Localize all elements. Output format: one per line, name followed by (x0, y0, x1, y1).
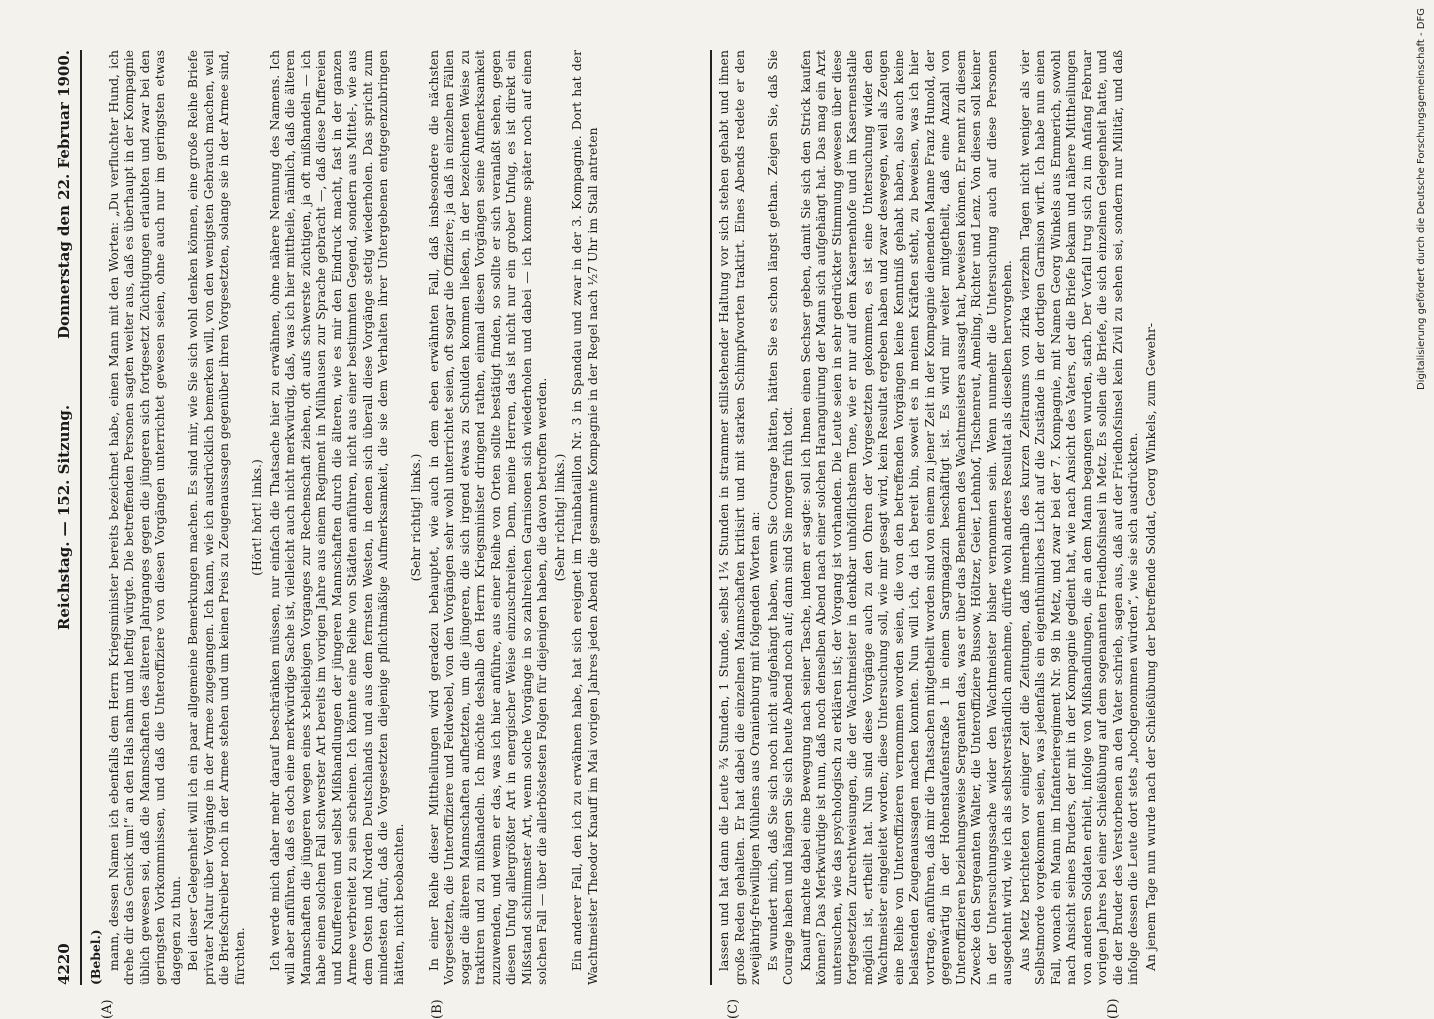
header-rule (80, 50, 82, 985)
margin-marker-b: (B) (430, 999, 445, 1019)
paragraph: mann, dessen Namen ich ebenfalls dem Herrn Kriegsminister bereits bezeichnet habe, einen Mann mit den Worten: „Du verfluchter Hund, ich drehe dir das Genick um!“ an den Hals nahm und heftig würgte. Die betreffenden Personen sagten weiter aus, daß es überhaupt in der Kompagnie üblich gewesen sei, daß die Mannschaften des älteren Jahrganges gegen die jüngeren sich fortgesetzt Züchtigungen erlaubten und zwar bei den geringsten Vorkommnissen, und daß die Unteroffiziere von diesen Vorgängen unterrichtet gewesen seien, ohne auch nur im geringsten etwas dagegen zu thun. (105, 50, 183, 985)
paragraph: In einer Reihe dieser Mittheilungen wird geradezu behauptet, wie auch in dem eben erwähnten Fall, daß insbesondere die nächsten Vorgesetzten, die Unteroffiziere und Feldwebel, von den Vorgängen sehr wohl unterrichtet seien, oft sogar die Offiziere; ja daß in einzelnen Fällen sogar die älteren Mannschaften aufhetzten, um die jüngeren, die sich irgend etwas zu Schulden kommen ließen, in der bezeichneten Weise zu traktiren und zu mißhandeln. Ich möchte deshalb den Herrn Kriegsminister dringend rathen, einmal diesen Vorgängen seine Aufmerksamkeit zuzuwenden, und wenn er das, was ich hier anführe, aus einer Reihe von Orten sollte bestätigt finden, so sollte er sich veranlaßt sehen, gegen diesen Unfug allergrößter Art in energischer Weise einzuschreiten. Denn, meine Herren, das ist nicht nur ein grober Unfug, es ist direkt ein Mißstand schlimmster Art, wenn solche Vorgänge in so zahlreichen Garnisonen sich wiederholen und dabei — ich komme später noch auf einen solchen Fall — über die allerböstesten Folgen für diejenigen haben, die davon betroffen werden. (425, 50, 549, 985)
interjection: (Sehr richtig! links.) (551, 453, 567, 582)
interjection: (Hört! hört! links.) (249, 459, 264, 576)
paragraph: An jenem Tage nun wurde nach der Schießübung der betreffende Soldat, Georg Winkels, zum Gewehr- (1142, 322, 1158, 971)
page-number: 4220 (55, 943, 73, 985)
paragraph: Bei dieser Gelegenheit will ich ein paar allgemeine Bemerkungen machen. Es sind mir, wie Sie sich wohl denken können, eine große Reihe Briefe privater Natur über Vorgänge in der Armee zugegangen. Ich kann, wie ich ausdrücklich bemerken will, von den wenigsten Gebrauch machen, weil die Briefschreiber noch in der Armee stehen und um keinen Preis zu Zeugenaussagen gegenüber ihren Vorgesetzten, solange sie in der Armee sind, fürchten. (185, 50, 247, 985)
margin-marker-a: (A) (100, 999, 115, 1019)
paragraph: Knauff machte dabei eine Bewegung nach seiner Tasche, indem er sagte: soll ich Ihnen einen Sechser geben, damit Sie sich den Strick kaufen können? Das Merkwürdige ist nun, daß noch denselben Abend nach einer solchen Haranguirung der Mann sich aufgehängt hat. Das mag ein Arzt untersuchen, wie das psychologisch zu erklären ist; der Vorgang ist vorhanden. Die Leute seien in sehr gedrückter Stimmung gewesen über diese fortgesetzten Zurechtweisungen, die der Wachtmeister in denkbar unhöflichstem Tone, wie er nur auf dem Kasernenhofe und im Kasernenstalle möglich ist, ertheilt hat. Nun sind diese Vorgänge auch zu den Ohren der Vorgesetzten gekommen, es ist eine Untersuchung wider den Wachtmeister eingeleitet worden; diese Untersuchung soll, wie mir gesagt wird, kein Resultat ergeben haben und zwar deswegen, weil als Zeugen eine Reihe von Unteroffizieren vernommen worden seien, die von den betreffenden Vorgängen keine Kenntniß gehabt haben, also auch keine belastenden Zeugenaussagen machen konnten. Nun will ich, da ich bereit bin, soweit es in meinen Kräften steht, zu beweisen, was ich hier vortrage, anführen, daß mir die Thatsachen mitgetheilt worden sind von einem zu jener Zeit in der Kompagnie dienenden Manne Franz Hunold, der gegenwärtig in der Hohenstaufenstraße 1 in einem Sargmagazin beschäftigt ist. Es wird mir weiter mitgetheilt, daß eine Anzahl von Unteroffizieren beziehungsweise Sergeanten das, was er über das Benehmen des Wachtmeisters aussagt hat, beweisen können. Er nennt zu diesem Zwecke den Sergeanten Walter, die Unteroffiziere Bussow, Höltzer, Geier, Lehnhof, Tischenreut, Ameling, Richter und Lenz. Von diesen soll keiner in der Untersuchungssache wider den Wachtmeister bisher vernommen sein. Wenn nunmehr die Untersuchung auch auf diese Personen ausgedehnt wird, wie ich als selbstverständlich annehme, dürfte wohl anderes Resultat als dieselben hervorgehen. (797, 50, 1014, 985)
margin-marker-d: (D) (1106, 998, 1121, 1019)
paragraph: Es wundert mich, daß Sie sich noch nicht aufgehängt haben, wenn Sie Courage hätten, hätten Sie es schon längst gethan. Zeigen Sie, daß Sie Courage haben und hängen Sie sich heute Abend noch auf; dann sind Sie morgen früh todt. (764, 50, 795, 985)
margin-marker-c: (C) (726, 998, 741, 1019)
session-title: Reichstag. — 152. Sitzung. (55, 404, 73, 631)
paragraph: Ich werde mich daher mehr darauf beschränken müssen, nur einfach die Thatsache hier zu erwähnen, ohne nähere Nennung des Namens. Ich will aber anführen, daß es doch eine merkwürdige Sache ist, vielleicht auch nicht merkwürdig, daß, was ich hier mittheile, nämlich, daß die älteren Mannschaften die jüngeren wegen eines x-beliebigen Vorganges zur Rechenschaft ziehen, oft aufs schwerste züchtigen, ja oft mißhandeln — ich habe einen solchen Fall schwerster Art bereits im vorigen Jahre aus einem Regiment in Mülhausen zur Sprache gebracht —, daß diese Puffereien und Knuffereien und selbst Mißhandlungen der jüngeren Mannschaften durch die älteren, wie es mir den Eindruck macht, fast in der ganzen Armee verbreitet zu sein scheinen. Ich könnte eine Reihe von Städten anführen, nicht aus einer bestimmten Gegend, sondern aus Mittel-, wie aus dem Osten und Norden Deutschlands und aus dem fernsten Westen, in denen sich überall diese Vorgänge stetig wiederholen. Das spricht zum mindesten dafür, daß die Vorgesetzten diejenige pflichtmäßige Aufmerksamkeit, die sie dem Verhalten ihrer Untergebenen entgegenzubringen hätten, nicht beobachten. (266, 50, 406, 985)
right-text-column (716, 50, 1396, 985)
watermark-text: Digitalisierung gefördert durch die Deutsche Forschungsgemeinschaft - DFG (1416, 8, 1427, 391)
paragraph: lassen und hat dann die Leute ¾ Stunden, 1 Stunde, selbst 1¼ Stunden in strammer stillstehender Haltung vor sich stehen gehabt und ihnen große Reden gehalten. Er hat dabei die einzelnen Mannschaften kritisirt und mit starken Schimpfworten traktirt. Eines Abends redete er den zweijährig-freiwilligen Mühlens aus Oranienburg mit folgenden Worten an: (716, 50, 762, 985)
rotated-page-content (50, 50, 1420, 1019)
speaker-label: (Bebel.) (88, 929, 103, 985)
column-divider (710, 50, 712, 985)
left-text-column (88, 50, 706, 985)
interjection: (Sehr richtig! links.) (408, 453, 423, 582)
running-header (50, 50, 80, 985)
session-date: Donnerstag den 22. Februar 1900. (55, 50, 73, 340)
paragraph: Aus Metz berichteten vor einiger Zeit die Zeitungen, daß innerhalb des kurzen Zeitraums von zirka vierzehn Tagen nicht weniger als vier Selbstmorde vorgekommen seien, was jedenfalls ein eigenthümliches Licht auf die Zustände in der dortigen Garnison wirft. Ich habe nun einen Fall, wonach ein Mann im Infanterieregiment Nr. 98 in Metz, und zwar bei der 7. Kompagnie, mit Namen Georg Winkels aus Emmerich, sowohl nach Ansicht seines Bruders, der mit in der Kompagnie gedient hat, wie nach Ansicht des Vaters, der die Briefe bekam und nähere Mittheilungen von anderen Soldaten erhielt, infolge von Mißhandlungen, die an dem Mann begangen wurden, starb. Der Vorfall trug sich zu im Anfang Februar vorigen Jahres bei einer Schießübung auf dem sogenannten Friedhofsinsel in Metz. Es sollen die Briefe, die sich einzelnen Gelegenheit hatte, und die der Bruder des Verstorbenen an den Vater schrieb, sagen aus, daß auf der Friedhofsinsel kein Zivil zu sehen sei, sondern nur Militär, und daß infolge dessen die Leute dort stets „hochgenommen würden“, wie sie sich ausdrückten. (1016, 50, 1140, 985)
paragraph: Ein anderer Fall, den ich zu erwähnen habe, hat sich ereignet im Trainbataillon Nr. 3 in Spandau und zwar in der 3. Kompagnie. Dort hat der Wachtmeister Theodor Knauff im Mai vorigen Jahres jeden Abend die gesammte Kompagnie in der Regel nach ½7 Uhr im Stall antreten (569, 50, 600, 985)
dfg-watermark (1416, 8, 1434, 988)
